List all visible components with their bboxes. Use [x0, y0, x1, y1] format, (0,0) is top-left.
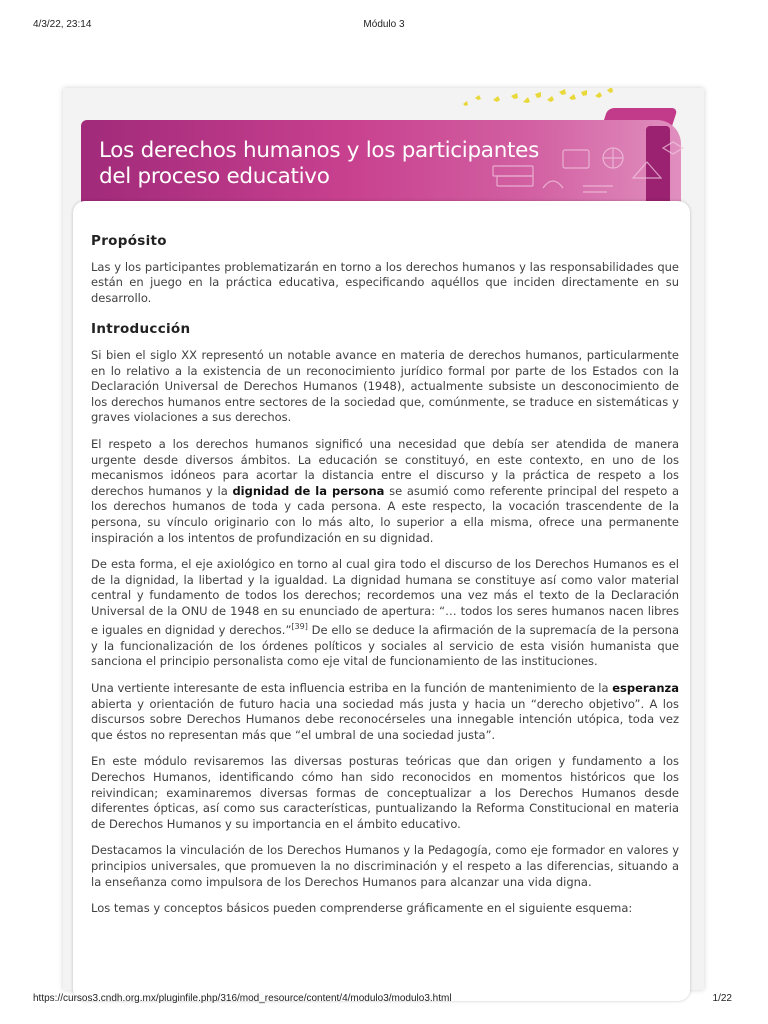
- footnote-ref-39[interactable]: [39]: [291, 622, 308, 632]
- intro-paragraph-2: [91, 437, 679, 546]
- intro-p2-text-a: El respeto a los derechos humanos significó una necesidad que debía ser atendida de manera urgente desde diversos ámbitos. La educación se constituyó, en este contexto, en uno de los mecanismos idóneos para acortar la distancia entre el discurso y la práctica de respeto a los derechos humanos y la: [91, 436, 679, 498]
- proposito-heading: Propósito: [91, 233, 167, 249]
- print-header: [0, 0, 768, 40]
- banner-title-line1: Los derechos humanos y los participantes: [99, 138, 539, 163]
- intro-p3-text-a: De esta forma, el eje axiológico en torno al cual gira todo el discurso de los Derechos Humanos es el de la dignidad, la libertad y la igualdad. La dignidad humana se constituye así como valor material central y fundamento de todos los derechos; recordemos una vez más el texto de la Declaración Universal de la ONU de 1948 en su enunciado de apertura: “… todos los seres humanos nacen libres e iguales en dignidad y derechos.”: [91, 557, 679, 638]
- module-banner: [63, 88, 704, 208]
- intro-paragraph-6: Destacamos la vinculación de los Derechos Humanos y la Pedagogía, como eje formador en valores y principios universales, que promueven la no discriminación y el respeto a las diferencias, situando a la enseñanza como impulsora de los Derechos Humanos para alcanzar una vida digna.: [91, 843, 679, 889]
- birds-icon: [463, 88, 613, 106]
- intro-paragraph-1: Si bien el siglo XX representó un notable avance en materia de derechos humanos, particularmente en lo relativo a la existencia de un reconocimiento jurídico formal por parte de los Estados con la Declaración Universal de Derechos Humanos (1948), actualmente subsiste un desconocimiento de los derechos humanos entre sectores de la sociedad que, comúnmente, se traduce en sistemáticas y graves violaciones a sus derechos.: [91, 347, 679, 425]
- print-page-number: 1/22: [712, 993, 732, 1004]
- intro-p4-text-a: Una vertiente interesante de esta influencia estriba en la función de mantenimiento de la: [91, 681, 613, 696]
- intro-paragraph-3: [91, 557, 679, 670]
- intro-paragraph-5: En este módulo revisaremos las diversas posturas teóricas que dan origen y fundamento a los Derechos Humanos, identificando cómo han sido reconocidos en momentos históricos que los reivindican; examinaremos diversas formas de conceptualizar a los Derechos Humanos desde diferentes ópticas, así como sus características, puntualizando la Reforma Constitucional en materia de Derechos Humanos y su importancia en el ámbito educativo.: [91, 754, 679, 831]
- dignidad-emphasis: dignidad de la persona: [232, 483, 385, 498]
- introduccion-heading: Introducción: [91, 321, 191, 338]
- print-date: 4/3/22, 23:14: [33, 19, 92, 30]
- intro-p2-text-b: se asumió como referente principal del respeto a los derechos humanos de toda y cada persona. A este respecto, la vocación trascendente de la persona, su vínculo originario con lo más alto, lo superior a ella misma, ofrece una permanente inspiración a los intentos de profundización en su dignidad.: [91, 483, 679, 545]
- esperanza-emphasis: esperanza: [612, 681, 679, 696]
- intro-p4-text-b: abierta y orientación de futuro hacia una sociedad más justa y hacia un “derecho objetivo”. A los discursos sobre Derechos Humanos debe reconocérseles una innegable intención utópica, toda vez que éstos no representan más que “el umbral de una sociedad justa”.: [91, 696, 679, 742]
- intro-p3-text-b: De ello se deduce la afirmación de la supremacía de la persona y la funcionalización de los órdenes políticos y sociales al servicio de esta visión humanista que sanciona el principio personalista como eje vital de funcionamiento de las instituciones.: [91, 623, 679, 669]
- module-content: [91, 234, 679, 928]
- print-url: https://cursos3.cndh.org.mx/pluginfile.php/316/mod_resource/content/4/modulo3/modulo3.html: [33, 993, 452, 1004]
- intro-paragraph-4: [91, 681, 679, 743]
- intro-paragraph-7: Los temas y conceptos básicos pueden comprenderse gráficamente en el siguiente esquema:: [91, 901, 633, 916]
- print-page-title: Módulo 3: [363, 19, 405, 30]
- proposito-text: Las y los participantes problematizarán en torno a los derechos humanos y las responsabilidades que están en juego en la práctica educativa, especificando aquéllos que inciden directamente en su desarrollo.: [91, 259, 679, 305]
- print-footer: [0, 993, 768, 1013]
- banner-title: [99, 138, 619, 190]
- banner-title-line2: del proceso educativo: [99, 164, 330, 189]
